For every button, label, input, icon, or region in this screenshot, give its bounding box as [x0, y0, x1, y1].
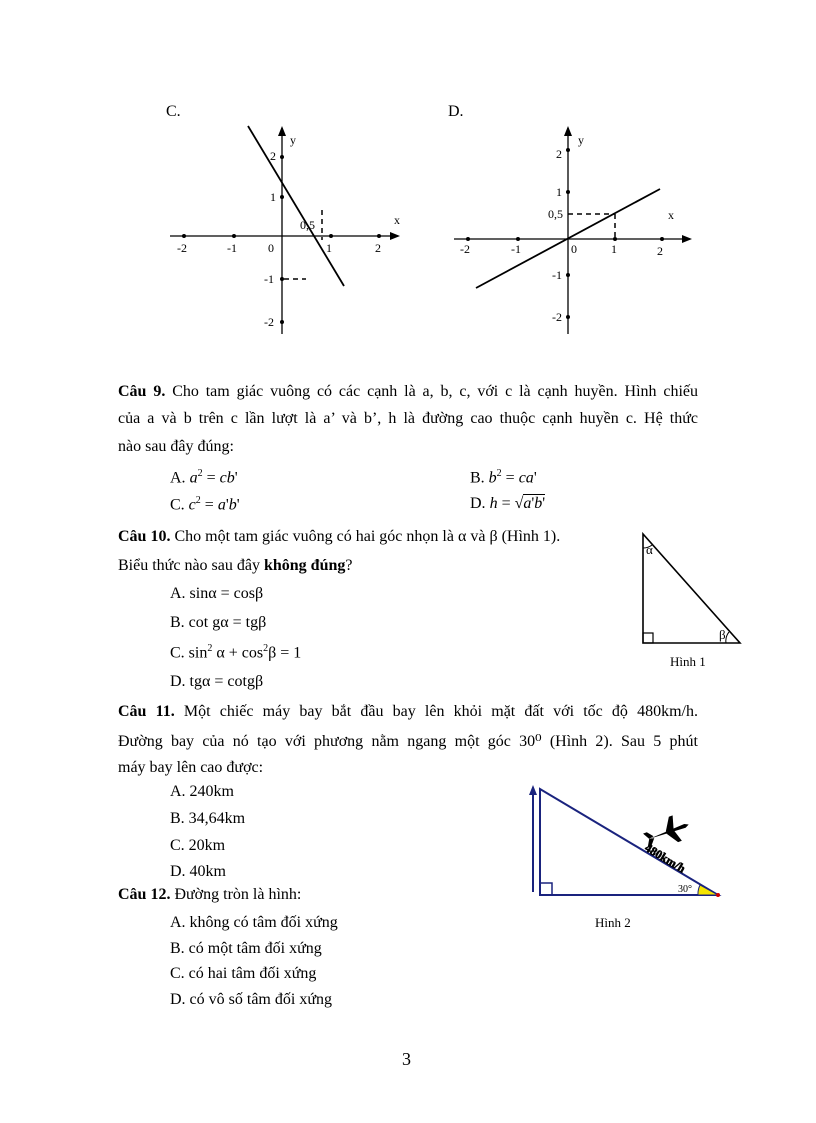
q9-option-c: C. $c^2 = a'b'$ [170, 495, 240, 514]
beta-label: β [719, 627, 726, 642]
graph-c-x-tick: 1 [326, 241, 332, 255]
graph-d-x-tick: -1 [511, 242, 521, 256]
figure-2-caption: Hình 2 [595, 915, 631, 930]
graph-c [160, 118, 420, 340]
graph-c-y-tick: -1 [264, 272, 274, 286]
figure-1-triangle [636, 530, 746, 650]
q12-line1: Câu 12. Đường tròn là hình: [118, 886, 302, 903]
graph-d-label: D. [448, 103, 464, 120]
speed-label: 480km/h [642, 840, 688, 876]
graph-d-x-axis: x [668, 208, 674, 222]
q10-option-a: A. sinα = cosβ [170, 585, 264, 602]
q9-line2: của a và b trên c lần lượt là a’ và b’, h là đường cao thuộc cạnh huyền c. Hệ thức [118, 410, 698, 427]
figure-2-airplane [520, 780, 730, 902]
figure-1-caption: Hình 1 [670, 654, 706, 669]
q11-option-c: C. 20km [170, 837, 226, 854]
q9-text-1: Cho tam giác vuông có các cạnh là a, b, c, với c là cạnh huyền. Hình chiếu [172, 383, 699, 400]
graph-c-origin: 0 [268, 241, 274, 255]
graph-c-x-axis: x [394, 213, 400, 227]
graph-d-x-tick: 1 [611, 242, 617, 256]
q9-option-d: D. h = √a'b' [470, 495, 546, 512]
graph-c-y-axis: y [290, 133, 296, 147]
q10-option-b: B. cot gα = tgβ [170, 614, 267, 631]
q10-line1: Câu 10. Cho một tam giác vuông có hai góc nhọn là α và β (Hình 1). [118, 528, 561, 545]
graph-d-x-tick: 2 [657, 244, 663, 258]
q11-option-a: A. 240km [170, 783, 234, 800]
q11-option-b: B. 34,64km [170, 810, 246, 827]
graph-d-half: 0,5 [548, 207, 563, 221]
q9-title: Câu 9. [118, 383, 166, 400]
q10-option-d: D. tgα = cotgβ [170, 673, 264, 690]
q10-line2: Biểu thức nào sau đây không đúng? [118, 557, 353, 574]
q12-title: Câu 12. [118, 886, 171, 903]
graph-d-y-tick: 2 [556, 147, 562, 161]
graph-c-y-tick: -2 [264, 315, 274, 329]
q11-option-d: D. 40km [170, 863, 226, 880]
q9-option-b: B. $b^2 = ca'$ [470, 468, 537, 487]
q9-line3: nào sau đây đúng: [118, 438, 234, 455]
q12-option-b: B. có một tâm đối xứng [170, 940, 322, 957]
q10-option-c: C. $\sin^2 \alpha + \cos^2\beta = 1$ [170, 643, 302, 662]
q11-title: Câu 11. [118, 703, 175, 720]
graph-c-half: 0,5 [300, 218, 315, 232]
graph-c-x-tick: 2 [375, 241, 381, 255]
graph-c-y-tick: 1 [270, 190, 276, 204]
graph-c-label: C. [166, 103, 181, 120]
alpha-label: α [646, 542, 653, 557]
graph-d-origin: 0 [571, 242, 577, 256]
graph-d-x-tick: -2 [460, 242, 470, 256]
q12-option-a: A. không có tâm đối xứng [170, 914, 338, 931]
q12-option-d: D. có vô số tâm đối xứng [170, 991, 332, 1008]
graph-d-y-axis: y [578, 133, 584, 147]
q12-option-c: C. có hai tâm đối xứng [170, 965, 317, 982]
graph-c-x-tick: -1 [227, 241, 237, 255]
graph-c-x-tick: -2 [177, 241, 187, 255]
q11-line2: Đường bay của nó tạo với phương nằm ngang một góc 30⁰ (Hình 2). Sau 5 phút [118, 733, 698, 750]
q9-line1 [118, 383, 698, 401]
q10-title: Câu 10. [118, 528, 171, 545]
graph-d-y-tick: 1 [556, 185, 562, 199]
graph-d-y-tick: -1 [552, 268, 562, 282]
q9-option-a: A. $a^2 = cb'$ [170, 468, 238, 487]
page-number: 3 [402, 1049, 411, 1069]
q11-line1: Câu 11. Một chiếc máy bay bắt đầu bay lên khỏi mặt đất với tốc độ 480km/h. [118, 703, 698, 720]
angle-label: 30° [678, 884, 692, 895]
graph-c-y-tick: 2 [270, 149, 276, 163]
q11-line3: máy bay lên cao được: [118, 759, 264, 776]
graph-d-y-tick: -2 [552, 310, 562, 324]
graph-d [448, 118, 708, 340]
